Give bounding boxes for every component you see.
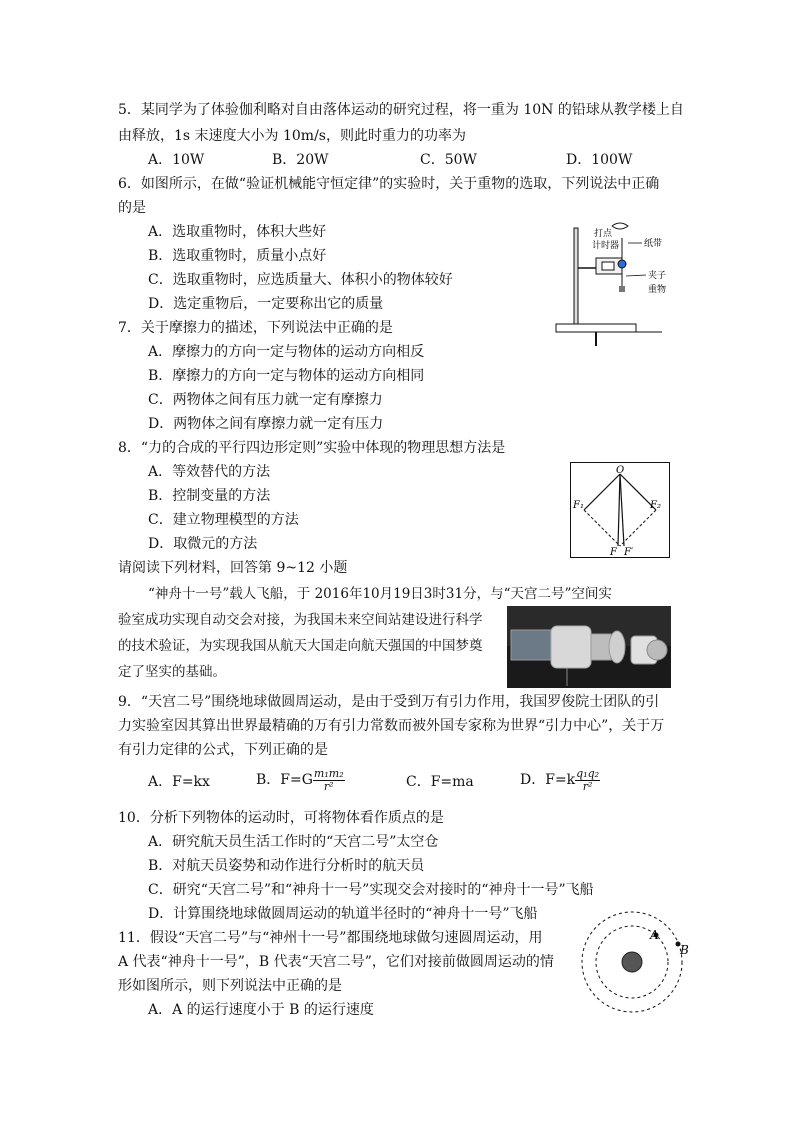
q9-option-b-numerator: m₁m₂ xyxy=(313,766,344,780)
q8-option-a: A．等效替代的方法 xyxy=(148,464,271,480)
q9-stem-line2: 力实验室因其算出世界最精确的万有引力常数而被外国专家称为世界“引力中心”，关于万 xyxy=(118,718,665,734)
q7-stem: 7．关于摩擦力的描述，下列说法中正确的是 xyxy=(118,320,393,336)
q9-option-d-numerator: q₁q₂ xyxy=(576,766,600,780)
q5-option-a: A．10W xyxy=(148,152,205,168)
q10-option-b: B．对航天员姿势和动作进行分析时的航天员 xyxy=(148,858,425,874)
weight-label: 重物 xyxy=(648,285,667,295)
q9-option-b-denominator: r² xyxy=(323,779,334,793)
q10-option-c: C．研究“天宫二号”和“神舟十一号”实现交会对接时的“神舟十一号”飞船 xyxy=(148,882,594,898)
q5-stem-line2: 由释放，1s 末速度大小为 10m/s，则此时重力的功率为 xyxy=(118,128,466,144)
q5-option-d: D．100W xyxy=(566,152,633,168)
force-f-prime-label: F′ xyxy=(624,547,634,558)
free-fall-apparatus-figure xyxy=(552,218,672,348)
q11-option-a: A．A 的运行速度小于 B 的运行速度 xyxy=(148,1002,374,1018)
reading-intro: 请阅读下列材料，回答第 9~12 小题 xyxy=(118,560,348,576)
q10-option-d: D．计算围绕地球做圆周运动的轨道半径时的“神舟十一号”飞船 xyxy=(148,906,538,922)
q5-option-b: B．20W xyxy=(272,152,329,168)
reading-line-3: 的技术验证，为实现我国从航天大国走向航天强国的中国梦奠 xyxy=(118,638,483,654)
q9-stem-line3: 有引力定律的公式，下列正确的是 xyxy=(118,742,328,758)
point-o-label: O xyxy=(616,465,625,476)
q8-stem: 8．“力的合成的平行四边形定则”实验中体现的物理思想方法是 xyxy=(118,440,506,456)
q9-option-b xyxy=(256,766,345,794)
q11-stem-line2: A 代表“神舟十一号”，B 代表“天宫二号”，它们对接前做圆周运动的情 xyxy=(118,954,554,970)
q11-stem-line1: 11．假设“天宫二号”与“神州十一号”都围绕地球做匀速圆周运动，用 xyxy=(118,930,543,946)
q10-option-a: A．研究航天员生活工作时的“天宫二号”太空仓 xyxy=(148,834,439,850)
satellite-b-label: B xyxy=(680,943,689,957)
tape-label: 纸带 xyxy=(644,239,663,249)
force-parallelogram-figure xyxy=(570,462,670,558)
q5-option-c: C．50W xyxy=(420,152,477,168)
clip-label: 夹子 xyxy=(648,271,667,281)
q6-option-a: A．选取重物时，体积大些好 xyxy=(148,224,327,240)
q6-option-c: C．选取重物时，应选质量大、体积小的物体较好 xyxy=(148,272,453,288)
q6-stem-line1: 6．如图所示，在做“验证机械能守恒定律”的实验时，关于重物的选取，下列说法中正确 xyxy=(118,176,660,192)
q6-option-b: B．选取重物时，质量小点好 xyxy=(148,248,327,264)
q9-option-d-prefix: D．F=k xyxy=(520,772,576,788)
q9-option-d-denominator: r² xyxy=(582,779,593,793)
timer-label-1: 打点 xyxy=(594,229,613,239)
q8-option-b: B．控制变量的方法 xyxy=(148,488,271,504)
q7-option-d: D．两物体之间有摩擦力就一定有压力 xyxy=(148,416,384,432)
force-f1-label: F₁ xyxy=(573,500,584,511)
q9-option-b-fraction xyxy=(313,768,345,793)
q8-option-d: D．取微元的方法 xyxy=(148,536,258,552)
q9-stem-line1: 9．“天宫二号”围绕地球做圆周运动，是由于受到万有引力作用，我国罗俊院士团队的引 xyxy=(118,694,660,710)
q6-option-d: D．选定重物后，一定要称出它的质量 xyxy=(148,296,384,312)
q9-option-b-prefix: B．F=G xyxy=(256,772,313,788)
spacecraft-docking-photo xyxy=(507,606,671,688)
reading-line-1: “神舟十一号”载人飞船，于 2016年10月19日3时31分，与“天宫二号”空间实 xyxy=(148,586,612,602)
q7-option-b: B．摩擦力的方向一定与物体的运动方向相同 xyxy=(148,368,425,384)
q7-option-a: A．摩擦力的方向一定与物体的运动方向相反 xyxy=(148,344,425,360)
satellite-a-label: A xyxy=(650,928,659,942)
force-f-label: F xyxy=(610,547,617,558)
q6-stem-line2: 的是 xyxy=(118,200,146,216)
q9-option-d-fraction xyxy=(575,768,600,793)
orbit-figure xyxy=(580,910,690,1014)
q7-option-c: C．两物体之间有压力就一定有摩擦力 xyxy=(148,392,383,408)
q9-option-c: C．F=ma xyxy=(406,774,474,790)
q10-stem: 10．分析下列物体的运动时，可将物体看作质点的是 xyxy=(118,810,444,826)
q8-option-c: C．建立物理模型的方法 xyxy=(148,512,299,528)
reading-line-4: 定了坚实的基础。 xyxy=(118,664,226,680)
q11-stem-line3: 形如图所示，则下列说法中正确的是 xyxy=(118,978,342,994)
reading-line-2: 验室成功实现自动交会对接，为我国未来空间站建设进行科学 xyxy=(118,612,483,628)
timer-label-2: 计时器 xyxy=(592,241,620,251)
force-f2-label: F₂ xyxy=(650,500,661,511)
q5-stem-line1: 5．某同学为了体验伽利略对自由落体运动的研究过程，将一重为 10N 的铅球从教学楼上自 xyxy=(118,102,684,118)
q9-option-a: A．F=kx xyxy=(148,774,210,790)
q9-option-d xyxy=(520,766,600,794)
